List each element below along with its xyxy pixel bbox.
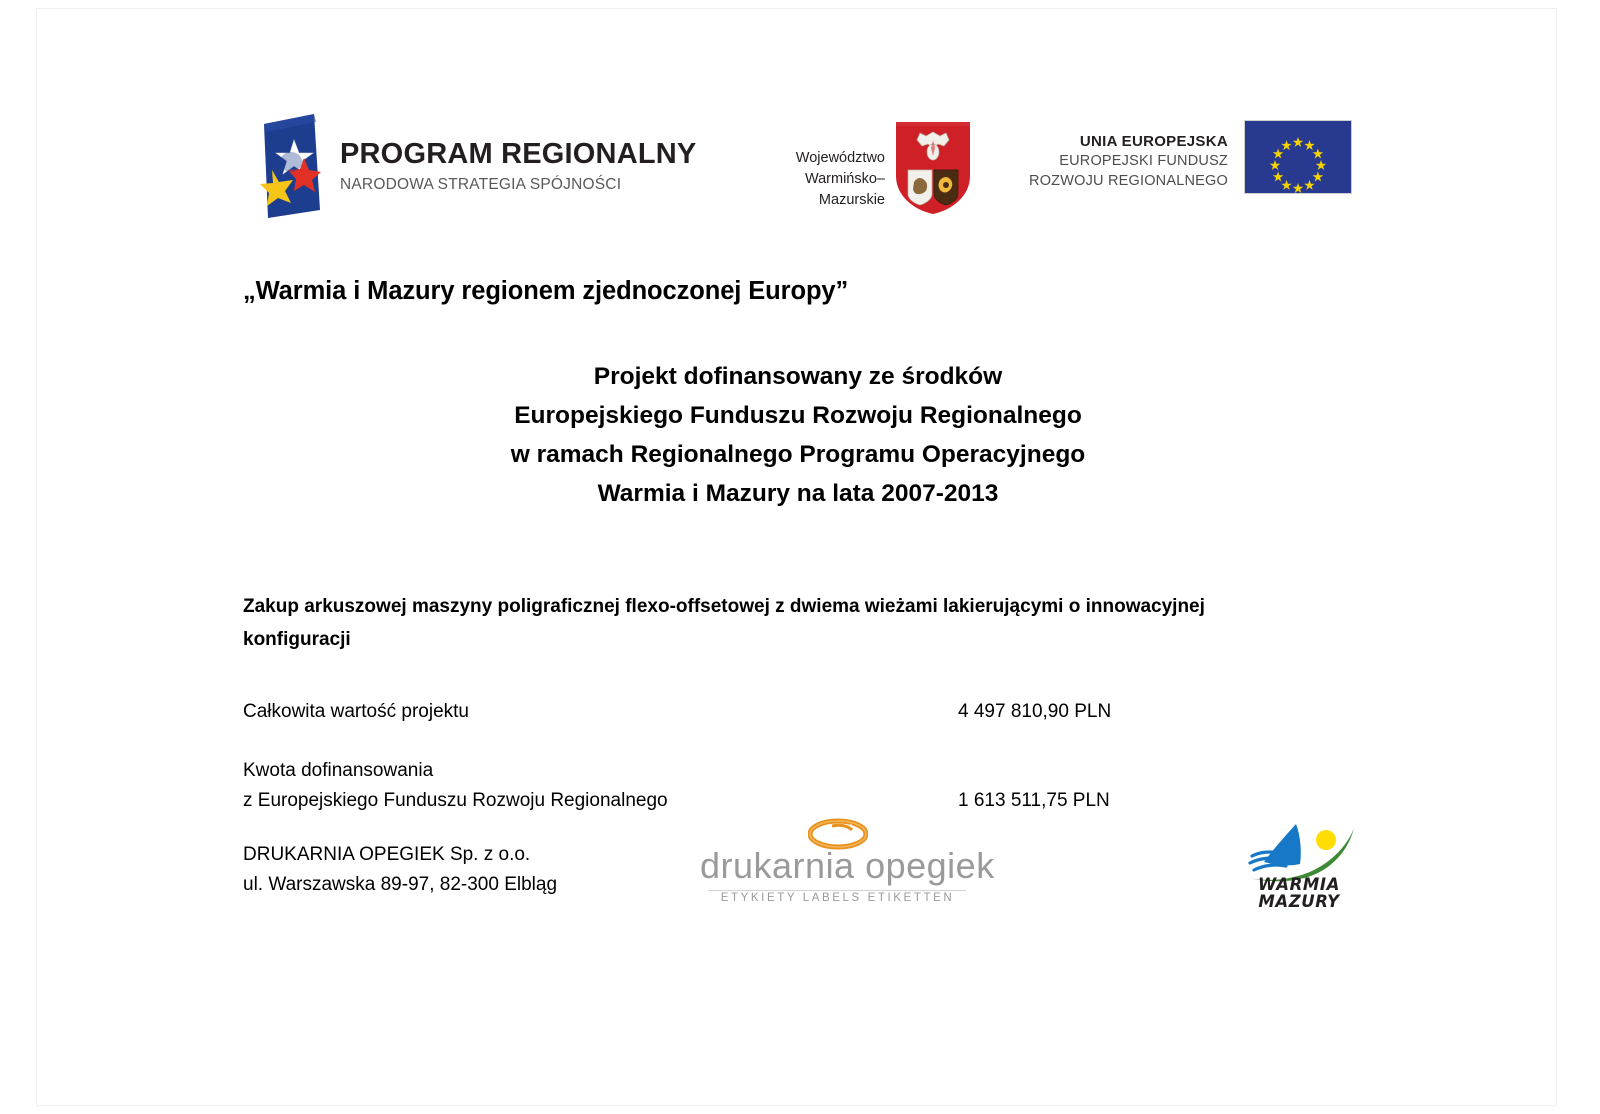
program-regionalny-subtitle: NARODOWA STRATEGIA SPÓJNOŚCI — [340, 176, 622, 193]
financial-row-total-value — [243, 697, 1353, 727]
financial-amount-cofinancing: 1 613 511,75 PLN — [958, 790, 1110, 811]
warmia-mazury-line1: WARMIA — [1257, 875, 1340, 894]
warmia-mazury-logo — [1238, 818, 1360, 918]
program-regionalny-text — [340, 138, 697, 193]
project-scope-text: Zakup arkuszowej maszyny poligraficznej flexo-offsetowej z dwiema wieżami lakierującymi o innowacyjnej konfiguracji — [243, 596, 1205, 650]
financial-label-cofinancing-line1: Kwota dofinansowania — [243, 760, 434, 781]
program-regionalny-logo — [258, 112, 697, 220]
header-logo-strip — [0, 112, 1600, 222]
program-regionalny-flag-icon — [258, 114, 324, 218]
opegiek-tagline: ETYKIETY LABELS ETIKETTEN — [720, 892, 955, 904]
page-border-bottom — [36, 1105, 1556, 1106]
warmia-mazury-wordmark — [1238, 876, 1360, 910]
financial-label-total-value: Całkowita wartość projektu — [243, 701, 469, 722]
unia-europejska-line1: UNIA EUROPEJSKA — [1079, 133, 1228, 150]
motto-heading: „Warmia i Mazury regionem zjednoczonej Europy” — [243, 277, 849, 305]
company-name: DRUKARNIA OPEGIEK Sp. z o.o. — [243, 844, 531, 865]
wojewodztwo-line1: Województwo — [795, 150, 885, 166]
unia-europejska-text — [1022, 132, 1228, 191]
project-statement-line-3: w ramach Regionalnego Programu Operacyjnego — [510, 441, 1086, 468]
unia-europejska-line2: EUROPEJSKI FUNDUSZ — [1059, 153, 1228, 170]
wojewodztwo-logo — [770, 120, 975, 216]
opegiek-divider — [708, 890, 966, 891]
company-address: ul. Warszawska 89-97, 82-300 Elbląg — [243, 874, 558, 895]
financial-amount-total-value: 4 497 810,90 PLN — [958, 701, 1112, 722]
wojewodztwo-line2: Warmińsko–Mazurskie — [804, 171, 885, 209]
company-block — [243, 840, 557, 900]
financial-label-cofinancing-line2: z Europejskiego Funduszu Rozwoju Regionalnego — [243, 790, 668, 811]
wojewodztwo-text — [770, 148, 885, 211]
project-statement-line-2: Europejskiego Funduszu Rozwoju Regionalnego — [514, 402, 1082, 429]
project-statement-line-4: Warmia i Mazury na lata 2007-2013 — [597, 480, 999, 507]
unia-europejska-logo — [1022, 120, 1352, 214]
program-regionalny-title: PROGRAM REGIONALNY — [340, 138, 697, 170]
opegiek-wordmark: drukarnia opegiek — [700, 845, 995, 886]
page-border-top — [36, 8, 1556, 9]
unia-europejska-line3: ROZWOJU REGIONALNEGO — [1029, 172, 1228, 189]
eu-flag-icon — [1244, 120, 1352, 194]
project-statement-line-1: Projekt dofinansowany ze środków — [593, 363, 1003, 390]
opegiek-logo — [700, 818, 995, 904]
project-statement — [243, 357, 1353, 513]
warmia-mazury-line2: MAZURY — [1258, 892, 1340, 911]
wojewodztwo-coat-of-arms-icon — [894, 120, 972, 216]
financial-row-cofinancing — [243, 756, 1353, 816]
